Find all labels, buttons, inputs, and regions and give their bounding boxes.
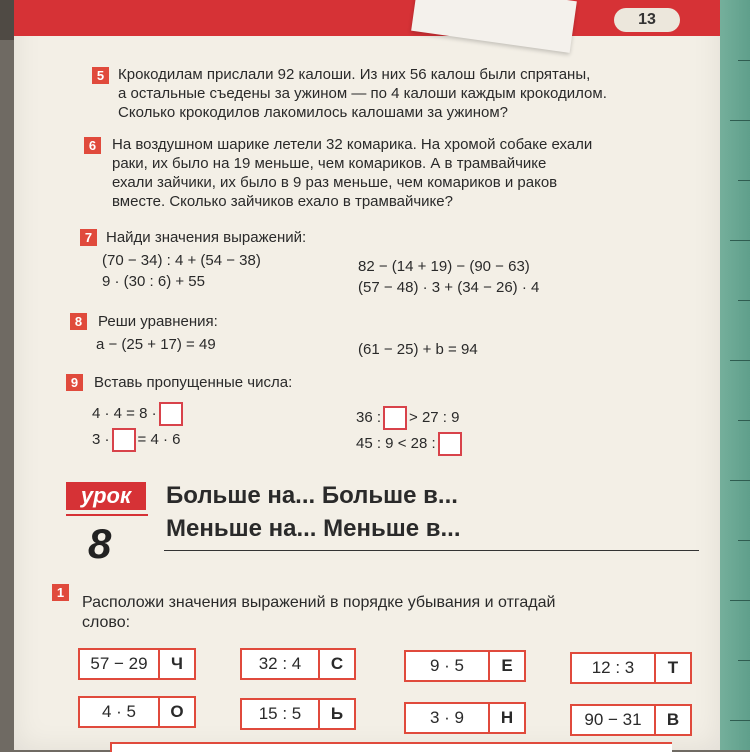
- task-7-heading: Найди значения выражений:: [106, 229, 307, 246]
- task-9-expression: 36 :: [356, 408, 382, 426]
- task-8-equation: (61 − 25) + b = 94: [358, 341, 478, 358]
- title-underline: [164, 550, 699, 551]
- card-expression: 3 · 9: [429, 708, 465, 727]
- card-expression: 90 − 31: [584, 710, 642, 729]
- answer-box[interactable]: [383, 406, 407, 430]
- card-letter: Е: [488, 652, 524, 680]
- answer-card[interactable]: [570, 704, 692, 736]
- answer-card[interactable]: [404, 702, 526, 734]
- task-9-expression: > 27 : 9: [409, 408, 460, 426]
- task-1-number: 1: [52, 584, 69, 601]
- task-6-line: раки, их было на 19 меньше, чем комариков. А в трамвайчике: [112, 155, 547, 172]
- card-expression: 57 − 29: [90, 654, 148, 673]
- task-6-number: 6: [84, 137, 101, 154]
- lesson-divider: [66, 514, 148, 516]
- answer-card[interactable]: [570, 652, 692, 684]
- task-9-expression: 45 : 9 < 28 :: [356, 434, 436, 452]
- task-7-number: 7: [80, 229, 97, 246]
- task-9-row: [92, 428, 180, 452]
- card-letter: Ь: [318, 700, 354, 728]
- answer-box[interactable]: [438, 432, 462, 456]
- task-8-equation: a − (25 + 17) = 49: [96, 336, 216, 353]
- answer-box[interactable]: [112, 428, 136, 452]
- task-9-number: 9: [66, 374, 83, 391]
- task-9-heading: Вставь пропущенные числа:: [94, 374, 293, 391]
- card-letter: Т: [654, 654, 690, 682]
- answer-box[interactable]: [159, 402, 183, 426]
- card-letter: С: [318, 650, 354, 678]
- answer-card[interactable]: [78, 696, 196, 728]
- task-6-line: вместе. Сколько зайчиков ехало в трамвайчике?: [112, 193, 453, 210]
- card-letter: Ч: [158, 650, 194, 678]
- task-6-line: На воздушном шарике летели 32 комарика. На хромой собаке ехали: [112, 136, 593, 153]
- task-5-number: 5: [92, 67, 109, 84]
- answer-card[interactable]: [240, 648, 356, 680]
- card-letter: О: [158, 698, 194, 726]
- task-9-expression: = 4 · 6: [137, 430, 181, 448]
- card-expression: 32 : 4: [258, 654, 302, 673]
- task-5-line: Крокодилам прислали 92 калоши. Из них 56 калош были спрятаны,: [118, 66, 591, 83]
- lesson-title: Больше на... Больше в...: [166, 482, 458, 509]
- paper-sticker: [411, 0, 577, 53]
- task-9-expression: 4 · 4 = 8 ·: [92, 404, 157, 422]
- page-number: 13: [614, 8, 680, 32]
- lesson-number: 8: [88, 520, 112, 567]
- task-5-line: а остальные съедены за ужином — по 4 калоши каждым крокодилом.: [118, 85, 607, 102]
- card-letter: Н: [488, 704, 524, 732]
- task-9-row: [356, 432, 464, 456]
- task-7-expression: (57 − 48) · 3 + (34 − 26) · 4: [358, 279, 540, 296]
- task-6-line: ехали зайчики, их было в 9 раз меньше, чем комариков и раков: [112, 174, 558, 191]
- task-1-line: слово:: [82, 614, 131, 631]
- task-8-number: 8: [70, 313, 87, 330]
- card-expression: 12 : 3: [591, 658, 635, 677]
- card-expression: 4 · 5: [101, 702, 137, 721]
- answer-card[interactable]: [240, 698, 356, 730]
- task-7-expression: (70 − 34) : 4 + (54 − 38): [102, 252, 261, 269]
- textbook-page: [14, 0, 720, 750]
- card-expression: 15 : 5: [258, 704, 302, 723]
- answer-card[interactable]: [78, 648, 196, 680]
- task-9-row: [356, 406, 460, 430]
- task-9-expression: 3 ·: [92, 430, 110, 448]
- task-5-line: Сколько крокодилов лакомилось калошами за ужином?: [118, 104, 508, 121]
- card-expression: 9 · 5: [429, 656, 465, 675]
- card-letter: В: [654, 706, 690, 734]
- lesson-tab: урок: [66, 482, 146, 510]
- next-card-row-edge: [110, 742, 672, 752]
- lesson-title: Меньше на... Меньше в...: [166, 515, 461, 542]
- task-9-row: [92, 402, 185, 426]
- task-1-line: Расположи значения выражений в порядке убывания и отгадай: [82, 594, 556, 611]
- task-7-expression: 82 − (14 + 19) − (90 − 63): [358, 258, 530, 275]
- answer-card[interactable]: [404, 650, 526, 682]
- task-7-expression: 9 · (30 : 6) + 55: [102, 273, 205, 290]
- task-8-heading: Реши уравнения:: [98, 313, 218, 330]
